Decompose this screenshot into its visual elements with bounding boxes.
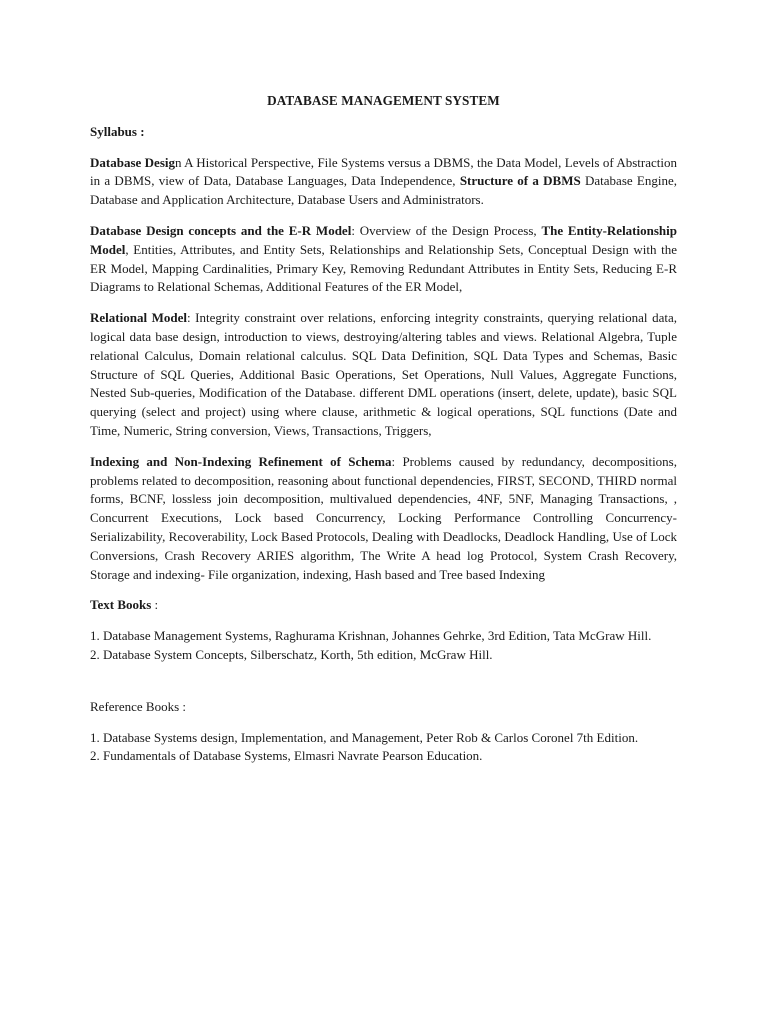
text-book-item: 2. Database System Concepts, Silberschatz, Korth, 5th edition, McGraw Hill.: [90, 646, 493, 662]
text-books-list: [90, 627, 677, 665]
unit-4-paragraph: [90, 453, 677, 585]
text-book-item: 1. Database Management Systems, Raghurama Krishnan, Johannes Gehrke, 3rd Edition, Tata McGraw Hill.: [90, 628, 652, 644]
unit-1-subheading: Structure of a DBMS: [459, 173, 581, 189]
unit-3-heading: Relational Model: [90, 310, 187, 326]
unit-3-text: : Integrity constraint over relations, enforcing integrity constraints, querying relational data, logical data base design, introduction to views, destroying/altering tables and views. Relational Algebra, Tuple relational Calculus, Domain relational calculus. SQL Data Definition, SQL Data Types and Schemas, Basic Structure of SQL Queries, Additional Basic Operations, Set Operations, Null Values, Aggregate Functions, Nested Sub-queries, Modification of the Database. different DML operations (insert, delete, update), basic SQL querying (select and project) using where clause, arithmetic & logical operations, SQL functions (Date and Time, Numeric, String conversion, Views, Transactions, Triggers,: [90, 310, 677, 438]
unit-4-heading: Indexing and Non-Indexing Refinement of Schema: [90, 453, 392, 469]
unit-2-paragraph: [90, 222, 677, 297]
syllabus-heading: Syllabus :: [90, 123, 145, 139]
text-books-label: Text Books: [90, 597, 152, 613]
reference-book-item: 1. Database Systems design, Implementation, and Management, Peter Rob & Carlos Coronel 7th Edition.: [90, 729, 639, 745]
unit-2-heading: Database Design concepts and the E-R Model: [90, 222, 352, 238]
reference-books-list: [90, 729, 677, 767]
unit-1-text-2: Database Engine, Database and Application Architecture, Database Users and Administrators.: [90, 173, 677, 208]
unit-1-heading: Database Desig: [90, 154, 175, 170]
document-title: DATABASE MANAGEMENT SYSTEM: [267, 93, 500, 108]
reference-books-heading: Reference Books :: [90, 698, 187, 714]
reference-book-item: 2. Fundamentals of Database Systems, Elmasri Navrate Pearson Education.: [90, 748, 483, 764]
document-content: [90, 92, 677, 799]
unit-3-paragraph: [90, 309, 677, 441]
unit-1-paragraph: [90, 154, 677, 210]
text-books-heading: [90, 596, 677, 615]
unit-2-text-2: , Entities, Attributes, and Entity Sets, Relationships and Relationship Sets, Conceptual Design with the ER Model, Mapping Cardinalities, Primary Key, Removing Redundant Attributes in Entity Sets, Reducing E-R Diagrams to Relational Schemas, Additional Features of the ER Model,: [90, 241, 677, 295]
unit-1-text: n A Historical Perspective, File Systems versus a DBMS, the Data Model, Levels of Abstraction in a DBMS, view of Data, Database Languages, Data Independence,: [90, 154, 677, 189]
unit-2-subheading: The Entity-Relationship Model: [90, 222, 677, 257]
text-books-colon: :: [151, 597, 159, 613]
unit-4-text: : Problems caused by redundancy, decompositions, problems related to decomposition, reasoning about functional dependencies, FIRST, SECOND, THIRD normal forms, BCNF, lossless join decomposition, multivalued dependencies, 4NF, 5NF, Managing Transactions, , Concurrent Executions, Lock based Concurrency, Locking Performance Controlling Concurrency-Serializability, Recoverability, Lock Based Protocols, Dealing with Deadlocks, Deadlock Handling, Use of Lock Conversions, Crash Recovery ARIES algorithm, The Write A head log Protocol, System Crash Recovery, Storage and indexing- File organization, indexing, Hash based and Tree based Indexing: [90, 453, 677, 582]
unit-2-text: : Overview of the Design Process,: [351, 222, 542, 238]
